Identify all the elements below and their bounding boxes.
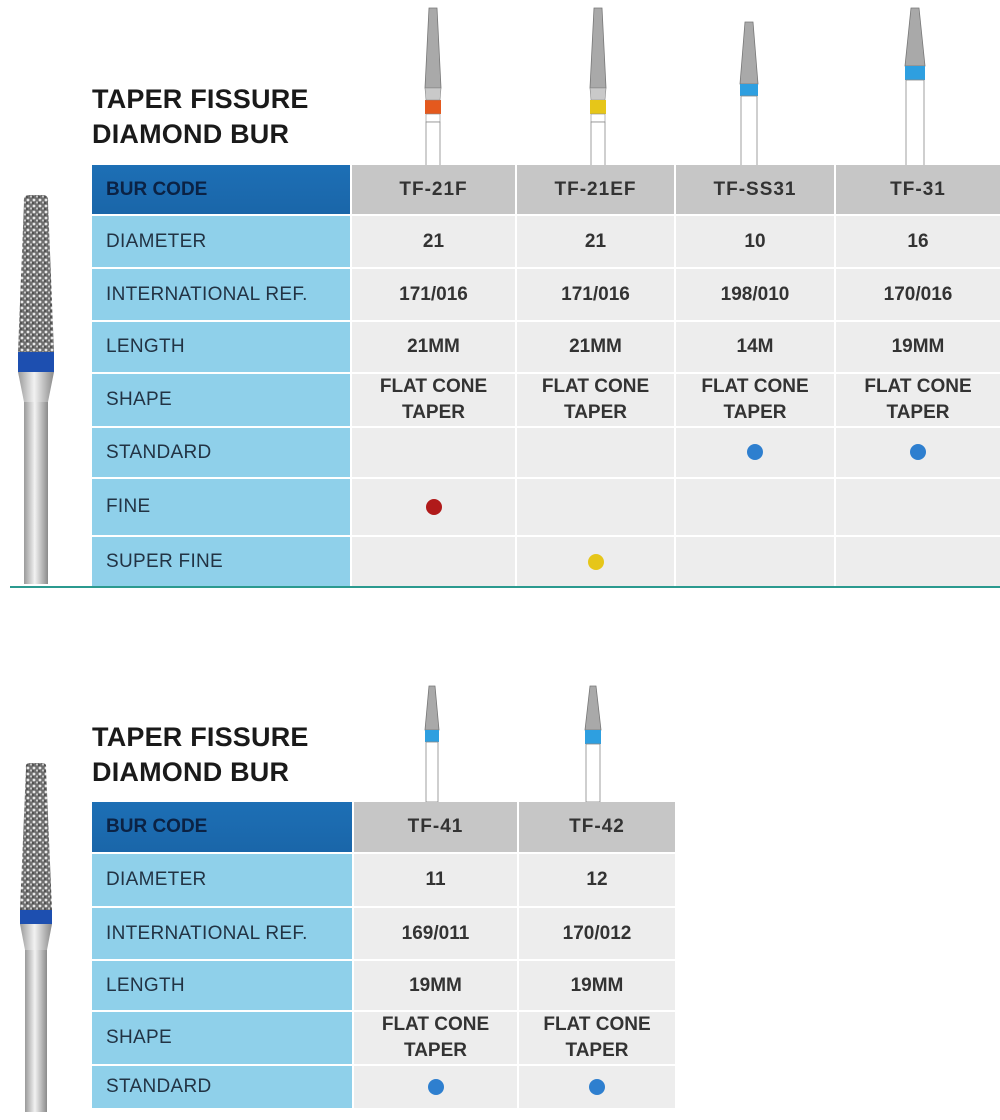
super-fine-grit-dot [588, 554, 604, 570]
bur-icon-tf-ss31 [734, 18, 764, 166]
value-cell: 19MM [352, 961, 517, 1012]
value-cell [674, 479, 834, 537]
value-cell [515, 374, 674, 428]
value-cell: 169/011 [352, 908, 517, 961]
value-cell: 21MM [515, 322, 674, 374]
row-label: SHAPE [92, 374, 350, 428]
shape-line-1: FLAT CONE [543, 1014, 651, 1035]
table-row [92, 165, 1000, 216]
table-row [92, 908, 675, 961]
divider-line [10, 586, 1000, 588]
row-label: STANDARD [92, 1066, 352, 1110]
shape-line-2: TAPER [564, 402, 627, 423]
shape-line-1: FLAT CONE [381, 1014, 490, 1035]
standard-grit-dot [747, 444, 763, 460]
table-row [92, 479, 1000, 537]
bur-icon-tf-41 [418, 682, 446, 802]
value-cell: 171/016 [515, 269, 674, 322]
row-label: INTERNATIONAL REF. [92, 269, 350, 322]
standard-grit-dot [910, 444, 926, 460]
table-row [92, 854, 675, 908]
value-cell [350, 428, 515, 479]
value-cell: 170/016 [834, 269, 1000, 322]
title-line-1: TAPER FISSURE [92, 722, 309, 752]
bur-icon-tf-21ef [583, 4, 613, 166]
table-row [92, 428, 1000, 479]
row-label: LENGTH [92, 322, 350, 374]
spec-table [92, 802, 675, 1110]
large-bur-illustration [8, 192, 68, 592]
value-cell [834, 479, 1000, 537]
row-label: STANDARD [92, 428, 350, 479]
row-label: INTERNATIONAL REF. [92, 908, 352, 961]
value-cell [350, 479, 515, 537]
value-cell [515, 537, 674, 589]
table-row [92, 537, 1000, 589]
table-row [92, 1066, 675, 1110]
value-cell: 21 [350, 216, 515, 269]
bur-code-cell: TF-42 [517, 802, 675, 854]
fine-grit-dot [426, 499, 442, 515]
value-cell: 10 [674, 216, 834, 269]
table-row [92, 269, 1000, 322]
bur-icon-tf-42 [578, 682, 608, 802]
value-cell: 19MM [834, 322, 1000, 374]
bur-code-cell: TF-41 [352, 802, 517, 854]
shape-line-2: TAPER [565, 1040, 629, 1061]
value-cell [674, 374, 834, 428]
value-cell [674, 428, 834, 479]
shape-line-1: FLAT CONE [864, 376, 972, 397]
value-cell [352, 1066, 517, 1110]
shape-line-1: FLAT CONE [541, 376, 650, 397]
shape-line-2: TAPER [723, 402, 787, 423]
table-row [92, 1012, 675, 1066]
value-cell: 21 [515, 216, 674, 269]
value-cell: 21MM [350, 322, 515, 374]
spec-table [92, 165, 1000, 589]
value-cell: 16 [834, 216, 1000, 269]
row-label: BUR CODE [92, 165, 350, 216]
title-line-2: DIAMOND BUR [92, 119, 290, 149]
value-cell [834, 374, 1000, 428]
table-row [92, 802, 675, 854]
row-label: SUPER FINE [92, 537, 350, 589]
shape-line-2: TAPER [886, 402, 950, 423]
title-line-1: TAPER FISSURE [92, 84, 309, 114]
section-title [92, 720, 309, 790]
value-cell [517, 1012, 675, 1066]
value-cell: 198/010 [674, 269, 834, 322]
shape-line-1: FLAT CONE [701, 376, 809, 397]
shape-line-2: TAPER [404, 1040, 467, 1061]
table-row [92, 374, 1000, 428]
row-label: DIAMETER [92, 216, 350, 269]
title-line-2: DIAMOND BUR [92, 757, 290, 787]
bur-code-cell: TF-21F [350, 165, 515, 216]
row-label: DIAMETER [92, 854, 352, 908]
section-title [92, 82, 309, 152]
value-cell [350, 537, 515, 589]
value-cell [515, 428, 674, 479]
bur-code-cell: TF-SS31 [674, 165, 834, 216]
value-cell: 11 [352, 854, 517, 908]
section-2 [0, 640, 1000, 1117]
bur-icon-tf-31 [899, 4, 931, 166]
bur-icon-tf-21f [418, 4, 448, 166]
row-label: BUR CODE [92, 802, 352, 854]
table-row [92, 961, 675, 1012]
table-row [92, 216, 1000, 269]
shape-line-2: TAPER [402, 402, 465, 423]
table-row [92, 322, 1000, 374]
value-cell [515, 479, 674, 537]
value-cell [834, 428, 1000, 479]
large-bur-illustration [8, 760, 68, 1120]
value-cell [517, 1066, 675, 1110]
value-cell [674, 537, 834, 589]
bur-code-cell: TF-21EF [515, 165, 674, 216]
value-cell: 19MM [517, 961, 675, 1012]
value-cell: 14M [674, 322, 834, 374]
value-cell [350, 374, 515, 428]
row-label: LENGTH [92, 961, 352, 1012]
value-cell [352, 1012, 517, 1066]
standard-grit-dot [589, 1079, 605, 1095]
standard-grit-dot [428, 1079, 444, 1095]
bur-code-cell: TF-31 [834, 165, 1000, 216]
value-cell: 171/016 [350, 269, 515, 322]
value-cell [834, 537, 1000, 589]
value-cell: 170/012 [517, 908, 675, 961]
value-cell: 12 [517, 854, 675, 908]
row-label: FINE [92, 479, 350, 537]
shape-line-1: FLAT CONE [379, 376, 488, 397]
row-label: SHAPE [92, 1012, 352, 1066]
